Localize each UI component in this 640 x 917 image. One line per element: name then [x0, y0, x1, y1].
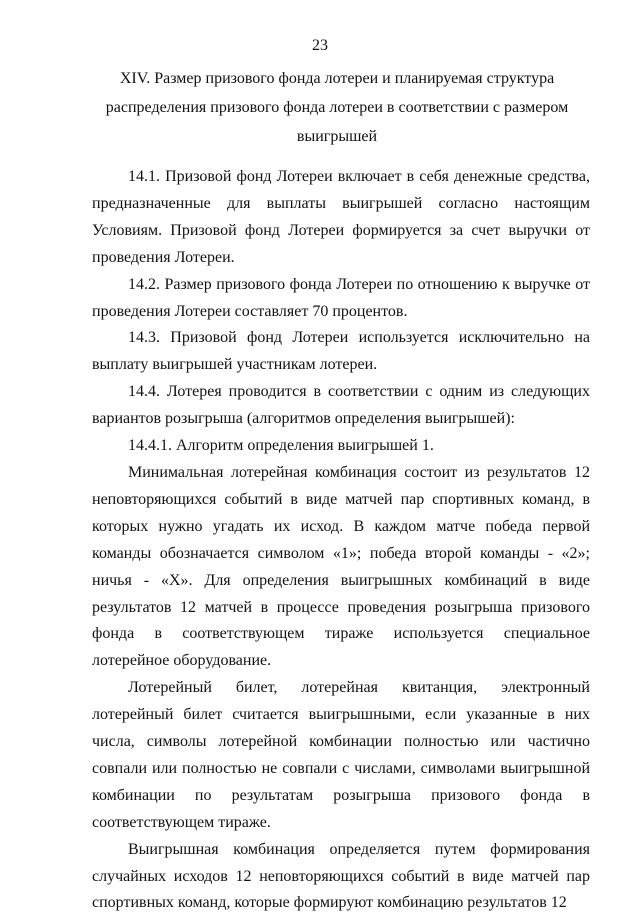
paragraph-14-4: 14.4. Лотерея проводится в соответствии с одним из следующих вариантов розыгрыша (алгоритмов определения выигрышей): [92, 383, 590, 428]
paragraph-14-4-1: 14.4.1. Алгоритм определения выигрышей 1. [128, 437, 434, 455]
section-heading: XIV. Размер призового фонда лотереи и планируемая структура распределения призового фонда лотереи в соответствии с размером выигрышей [105, 70, 569, 145]
paragraph-min-combination: Минимальная лотерейная комбинация состоит из результатов 12 неповторяющихся событий в виде матчей пар спортивных команд, в которых нужно угадать их исход. В каждом матче победа первой команды обозначается символом «1»; победа второй команды - «2»; ничья - «X». Для определения выигрышных комбинаций в виде результатов 12 матчей в процессе проведения розыгрыша призового фонда в соответствующем тираже используется специальное лотерейное оборудование. [92, 463, 590, 670]
paragraph-14-2: 14.2. Размер призового фонда Лотереи по отношению к выручке от проведения Лотереи составляет 70 процентов. [92, 275, 590, 320]
document-body [92, 164, 590, 917]
page-number: 23 [312, 37, 328, 54]
paragraph-winning-ticket: Лотерейный билет, лотерейная квитанция, электронный лотерейный билет считается выигрышными, если указанные в них числа, символы лотерейной комбинации полностью или частично совпали или полностью не совпали с числами, символами выигрышной комбинации по результатам розыгрыша призового фонда в соответствующем тираже. [92, 679, 590, 831]
paragraph-winning-combination: Выигрышная комбинация определяется путем формирования случайных исходов 12 неповторяющихся событий в виде матчей пар спортивных команд, которые формируют комбинацию результатов 12 [92, 840, 590, 912]
paragraph-14-3: 14.3. Призовой фонд Лотереи используется исключительно на выплату выигрышей участникам лотереи. [92, 329, 590, 374]
paragraph-14-1: 14.1. Призовой фонд Лотереи включает в себя денежные средства, предназначенные для выплаты выигрышей согласно настоящим Условиям. Призовой фонд Лотереи формируется за счет выручки от проведения Лотереи. [92, 168, 590, 266]
